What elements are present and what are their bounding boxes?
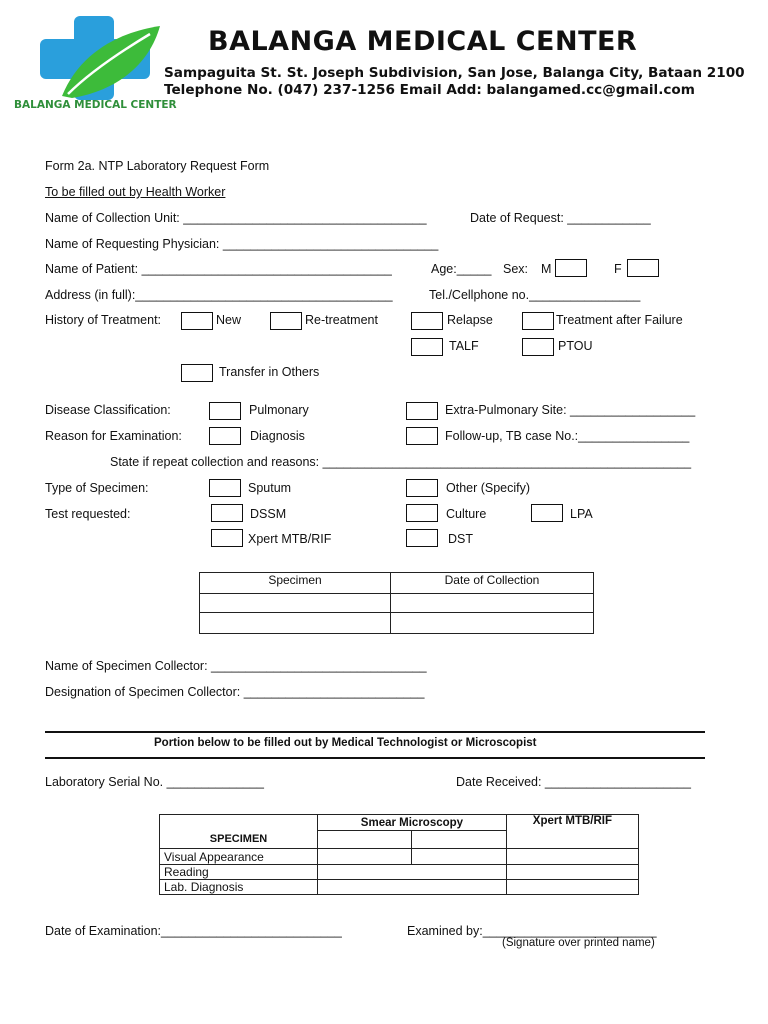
age-field[interactable]: Age:_____ [431,262,492,276]
dst-checkbox[interactable] [406,529,438,547]
logo-text: BALANGA MEDICAL CENTER [14,99,177,111]
hist-retreatment-checkbox[interactable] [270,312,302,330]
reason-label: Reason for Examination: [45,429,182,443]
dst-label: DST [448,532,473,546]
cross-leaf-logo-icon [10,12,190,102]
form-title: Form 2a. NTP Laboratory Request Form [45,159,270,173]
specimen-cell[interactable] [200,594,391,613]
sex-m-checkbox[interactable] [555,259,587,277]
smear-cell-1[interactable] [318,831,412,849]
hist-transfer-label: Transfer in Others [219,365,320,379]
diagnosis-label: Diagnosis [250,429,305,443]
patient-name-field[interactable]: Name of Patient: ____________________________________ [45,262,392,276]
hist-new-checkbox[interactable] [181,312,213,330]
smear-microscopy-header: Smear Microscopy [318,815,507,831]
diagnosis-xpert-cell[interactable] [506,880,638,895]
collection-unit-field[interactable]: Name of Collection Unit: ___________________________________ [45,211,427,225]
lpa-label: LPA [570,507,593,521]
test-requested-label: Test requested: [45,507,131,521]
hist-failure-checkbox[interactable] [522,312,554,330]
smear-cell-2[interactable] [412,831,506,849]
specimen-collector-field[interactable]: Name of Specimen Collector: _______________________________ [45,659,427,673]
repeat-collection-field[interactable]: State if repeat collection and reasons: _____________________________________________________ [110,455,692,469]
reading-smear-cell[interactable] [318,865,507,880]
lab-portion-heading: Portion below to be filled out by Medical Technologist or Microscopist [154,737,537,749]
reading-label: Reading [160,865,318,880]
hist-ptou-checkbox[interactable] [522,338,554,356]
hist-talf-label: TALF [449,339,479,353]
hist-relapse-checkbox[interactable] [411,312,443,330]
examined-by-field[interactable]: Examined by:_________________________ [407,924,657,938]
visual-appearance-label: Visual Appearance [160,849,318,865]
xpert-label: Xpert MTB/RIF [248,532,332,546]
xpert-header: Xpert MTB/RIF [506,815,638,849]
specimen-header: Specimen [200,573,391,594]
lab-diagnosis-label: Lab. Diagnosis [160,880,318,895]
lab-serial-field[interactable]: Laboratory Serial No. ______________ [45,775,264,789]
hist-talf-checkbox[interactable] [411,338,443,356]
telephone-field[interactable]: Tel./Cellphone no.________________ [429,288,641,302]
hist-failure-label: Treatment after Failure [556,313,683,327]
separator-line-top [45,731,705,733]
sex-f-label: F [614,262,622,276]
dssm-label: DSSM [250,507,287,521]
hist-ptou-label: PTOU [558,339,593,353]
history-label: History of Treatment: [45,313,162,327]
diagnosis-smear-cell[interactable] [318,880,507,895]
specimen-type-label: Type of Specimen: [45,481,149,495]
pulmonary-checkbox[interactable] [209,402,241,420]
dssm-checkbox[interactable] [211,504,243,522]
lpa-checkbox[interactable] [531,504,563,522]
hospital-contact: Telephone No. (047) 237-1256 Email Add: balangamed.cc@gmail.com [164,82,695,98]
sputum-label: Sputum [248,481,292,495]
hist-transfer-checkbox[interactable] [181,364,213,382]
hist-new-label: New [216,313,242,327]
specimen-collection-table [199,572,594,634]
extra-pulmonary-field[interactable]: Extra-Pulmonary Site: __________________ [445,403,696,417]
collection-date-cell[interactable] [391,594,594,613]
xpert-checkbox[interactable] [211,529,243,547]
collection-date-cell[interactable] [391,613,594,634]
other-specimen-label: Other (Specify) [446,481,531,495]
followup-field[interactable]: Follow-up, TB case No.:________________ [445,429,690,443]
other-specimen-checkbox[interactable] [406,479,438,497]
extra-pulmonary-checkbox[interactable] [406,402,438,420]
sputum-checkbox[interactable] [209,479,241,497]
sex-f-checkbox[interactable] [627,259,659,277]
followup-checkbox[interactable] [406,427,438,445]
hospital-name: BALANGA MEDICAL CENTER [208,26,638,57]
fill-note: To be filled out by Health Worker [45,185,226,199]
specimen-cell[interactable] [200,613,391,634]
signature-note: (Signature over printed name) [502,937,655,949]
diagnosis-checkbox[interactable] [209,427,241,445]
visual-smear-cell-2[interactable] [412,849,506,865]
date-of-request-field[interactable]: Date of Request: ____________ [470,211,651,225]
address-field[interactable]: Address (in full):_____________________________________ [45,288,393,302]
requesting-physician-field[interactable]: Name of Requesting Physician: _______________________________ [45,237,439,251]
culture-label: Culture [446,507,487,521]
sex-label: Sex: [503,262,529,276]
hist-retreatment-label: Re-treatment [305,313,378,327]
disease-label: Disease Classification: [45,403,171,417]
date-of-examination-field[interactable]: Date of Examination:__________________________ [45,924,342,938]
visual-xpert-cell[interactable] [506,849,638,865]
hist-relapse-label: Relapse [447,313,493,327]
separator-line-bottom [45,757,705,759]
collector-designation-field[interactable]: Designation of Specimen Collector: __________________________ [45,685,425,699]
specimen-column-header: SPECIMEN [160,831,318,849]
blank-cell [160,815,318,831]
reading-xpert-cell[interactable] [506,865,638,880]
logo [10,12,190,116]
visual-smear-cell-1[interactable] [318,849,412,865]
hospital-address: Sampaguita St. St. Joseph Subdivision, San Jose, Balanga City, Bataan 2100 [164,65,745,81]
culture-checkbox[interactable] [406,504,438,522]
date-of-collection-header: Date of Collection [391,573,594,594]
lab-results-table [159,814,639,895]
sex-m-label: M [541,262,552,276]
date-received-field[interactable]: Date Received: _____________________ [456,775,691,789]
pulmonary-label: Pulmonary [249,403,309,417]
